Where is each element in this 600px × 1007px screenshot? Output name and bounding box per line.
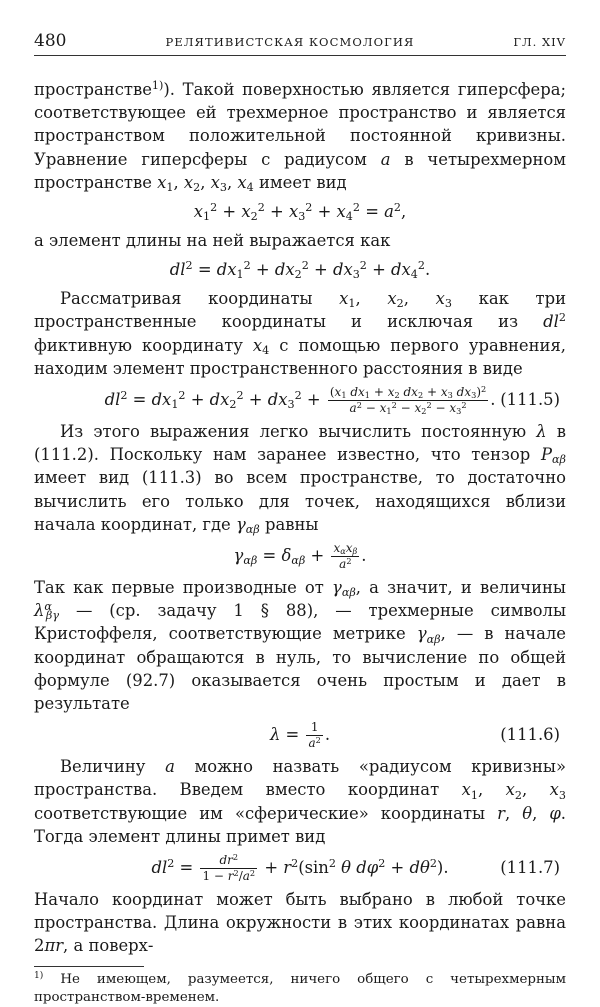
paragraph-3: Из этого выражения легко вычислить постоянную λ в (111.2). Поскольку нам заранее известно, что тензор $P_{\alpha\beta}$ имеет вид (111.3) во всем пространстве, то достаточно вычислить его только для точек, находящихся вблизи начала координат, где $\gamma_{\alpha\beta}$ равны bbox=[34, 422, 566, 536]
footnote: $^{1)}$ Не имеющем, разумеется, ничего общего с четырехмерным пространством-временем. bbox=[34, 970, 566, 1005]
equation-number: (111.7) bbox=[500, 858, 560, 878]
paragraph-element-intro: а элемент длины на ней выражается как bbox=[34, 231, 391, 251]
equation-number: (111.6) bbox=[500, 725, 560, 745]
paragraph-1: пространстве$^{1)}$). Такой поверхностью является гиперсфера; соответствующее ей трехмерное пространство и является пространством положительной постоянной кривизны. Уравнение гиперсферы с радиусом a в четырехмерном пространстве $x_1$, $x_2$, $x_3$, $x_4$ имеет вид bbox=[34, 78, 566, 194]
page-number: 480 bbox=[34, 31, 67, 51]
equation-number: (111.5) bbox=[500, 390, 560, 410]
equation-111-6: λ = $\frac{1}{a^2}$ . (111.6) bbox=[34, 715, 566, 755]
footnote-rule bbox=[34, 966, 144, 967]
footnote-ref: 1) bbox=[151, 78, 164, 92]
paragraph-4: Так как первые производные от $\gamma_{\alpha\beta}$, а значит, и величины $\lambda^\alpha_{\beta\gamma}$ — (ср. задачу 1 § 88), — трехмерные символы Кристоффеля, соответствующие метрике $\gamma_{\alpha\beta}$, — в начале координат обращаются в нуль, то вычисление по общей формуле (92.7) оказывается очень простым и дает в результате bbox=[34, 578, 566, 714]
paragraph-2: Рассматривая координаты $x_1$, $x_2$, $x_3$ как три пространственные координаты и исключая из $dl^2$ фиктивную координату $x_4$ с помощью первого уравнения, находим элемент пространственного расстояния в виде bbox=[34, 289, 567, 378]
equation-111-5: $dl^2 = dx_1^2 + dx_2^2 + dx_3^2$ + $\frac{(x_1 dx_1 + x_2 dx_2 + x_3 dx_3)^2}{a^2 - x_1^2 - x_2^2 - x_3^2}$ . (111.5) bbox=[34, 380, 566, 420]
paragraph-6: Начало координат может быть выбрано в любой точке пространства. Длина окружности в этих координатах равна 2πr, а поверх- bbox=[34, 890, 566, 956]
footnote-mark: 1) bbox=[34, 970, 44, 981]
equation-111-7: $dl^2$ = $\frac{dr^2}{1 - r^2/a^2}$ + $r^2(\sin^2$ θ $d\varphi^2 + d\theta^2$). (111.7) bbox=[34, 848, 566, 888]
running-header bbox=[34, 30, 566, 52]
header-rule bbox=[34, 55, 566, 56]
equation-line-element: $dl^2 = dx_1^2 + dx_2^2 + dx_3^2 + dx_4^2$. bbox=[169, 259, 431, 282]
chapter-label: ГЛ. XIV bbox=[513, 35, 566, 49]
equation-hypersphere: $x_1^2 + x_2^2 + x_3^2 + x_4^2 = a^2$, bbox=[193, 200, 407, 224]
running-title: РЕЛЯТИВИСТСКАЯ КОСМОЛОГИЯ bbox=[165, 35, 415, 49]
paragraph-5: Величину a можно назвать «радиусом кривизны» пространства. Введем вместо координат $x_1$, $x_2$, $x_3$ соответствующие им «сферические» координаты r, θ, φ. Тогда элемент длины примет вид bbox=[34, 757, 567, 846]
equation-gamma: $\gamma_{\alpha\beta} = \delta_{\alpha\beta}$ + $\frac{x_\alpha x_\beta}{a^2}$ . bbox=[233, 541, 367, 572]
